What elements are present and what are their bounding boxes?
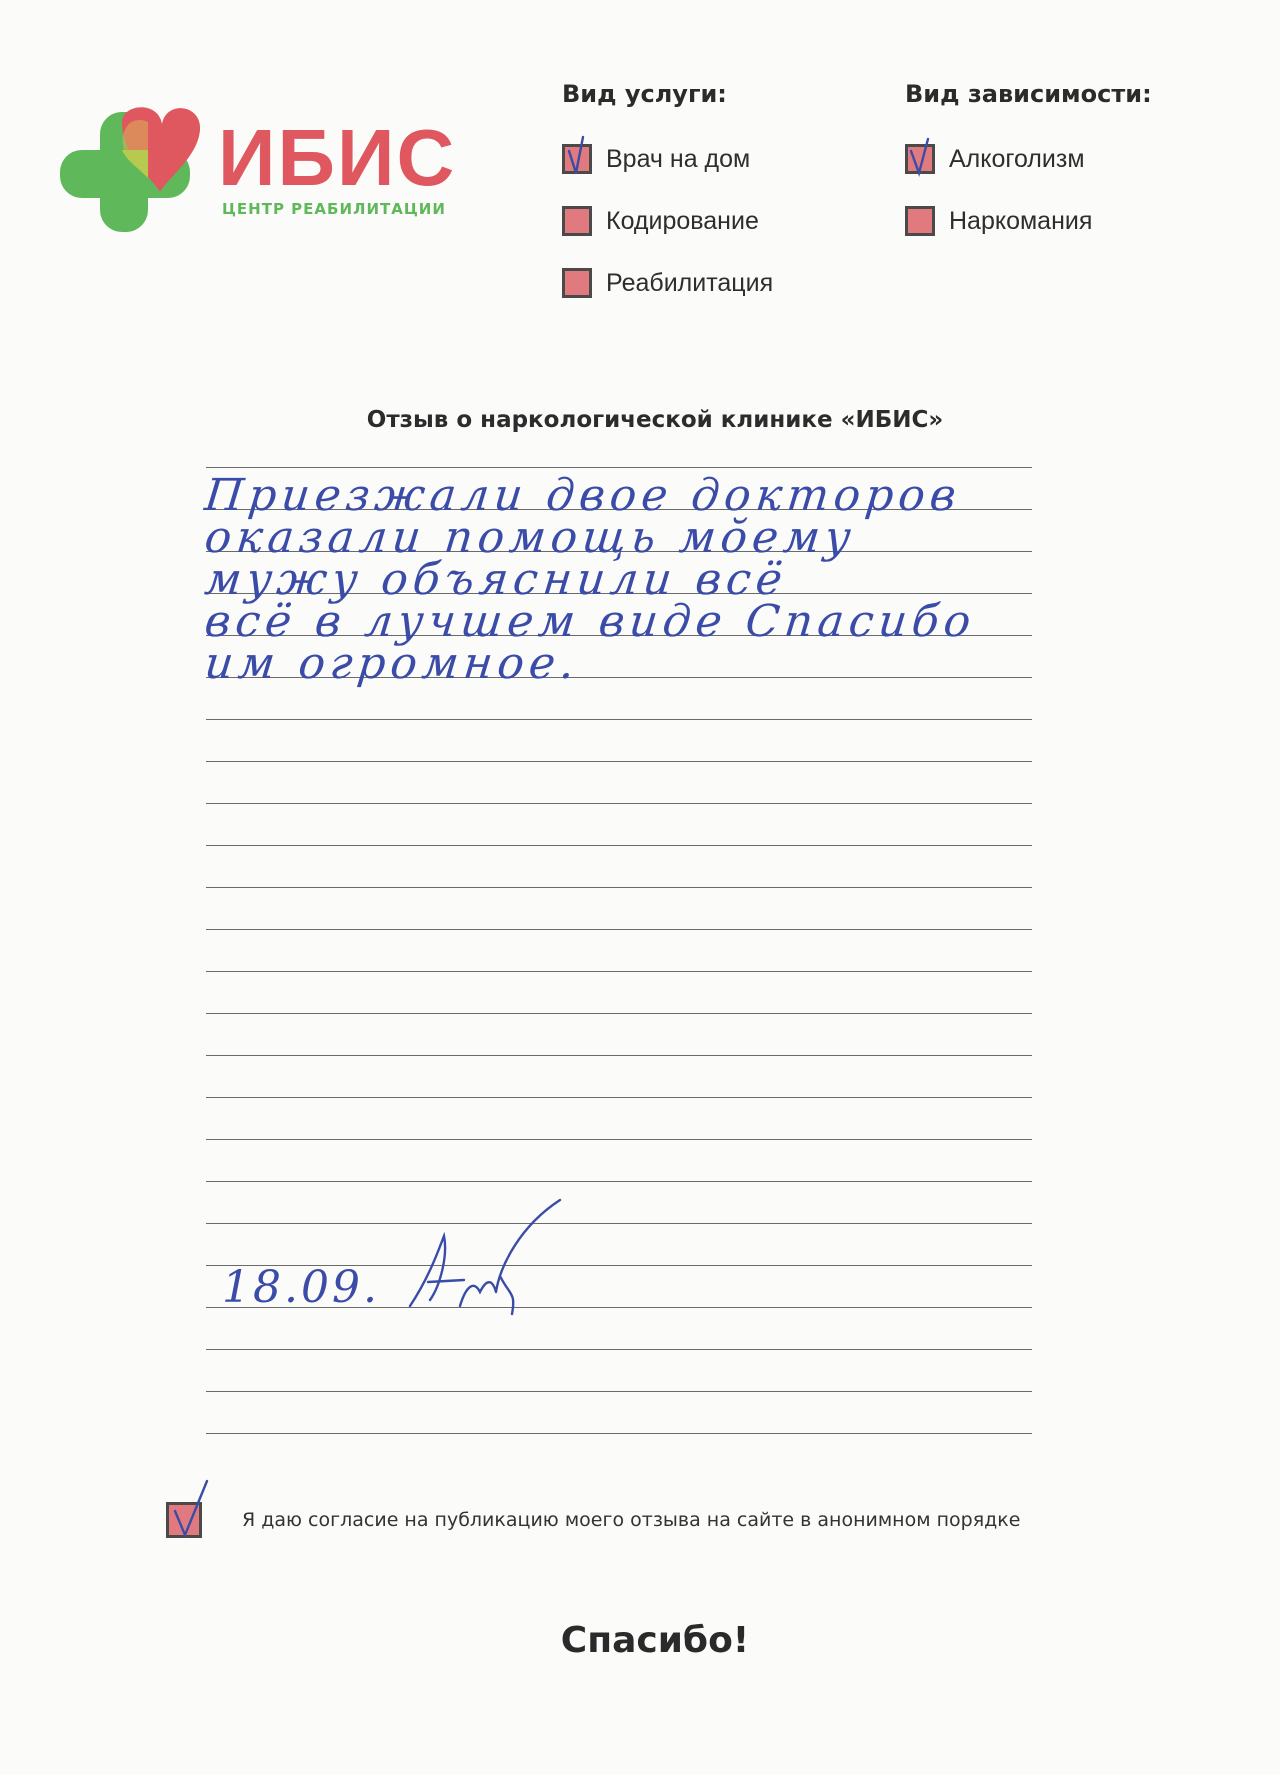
ruled-line [206, 1349, 1032, 1350]
ruled-lines [206, 0, 1032, 1440]
review-title: Отзыв о наркологической клинике «ИБИС» [366, 407, 944, 433]
consent-checkbox[interactable] [166, 1502, 202, 1538]
cross-heart-logo-icon [60, 100, 230, 240]
ruled-line [206, 1055, 1032, 1056]
ruled-line [206, 1097, 1032, 1098]
ruled-line [206, 971, 1032, 972]
ruled-line [206, 803, 1032, 804]
handwritten-line: им огромное. [202, 638, 582, 689]
ruled-line [206, 887, 1032, 888]
checkmark-icon [169, 1479, 209, 1539]
closing-thanks: Спасибо! [560, 1620, 750, 1661]
ruled-line [206, 845, 1032, 846]
ruled-line [206, 1013, 1032, 1014]
ruled-line [206, 719, 1032, 720]
handwritten-line: всё в лучшем виде Спасибо [202, 596, 979, 647]
consent-row [166, 1502, 1020, 1538]
ruled-line [206, 1181, 1032, 1182]
ruled-line [206, 1391, 1032, 1392]
handwritten-line: Приезжали двое докторов [202, 470, 964, 521]
option-label: Врач на дом [606, 144, 751, 173]
ruled-line [206, 929, 1032, 930]
ruled-line [206, 761, 1032, 762]
signature-icon [400, 1196, 570, 1316]
ruled-line [206, 467, 1032, 468]
handwritten-date: 18.09. [222, 1262, 380, 1313]
logo-wordmark: ИБИС [218, 113, 457, 202]
option-label: Кодирование [606, 206, 759, 235]
ruled-line [206, 1139, 1032, 1140]
handwritten-line: оказали помощь мо̆ему [202, 512, 859, 563]
consent-text: Я даю согласие на публикацию моего отзыва на сайте в анонимном порядке [242, 1509, 1021, 1531]
option-label: Реабилитация [606, 268, 774, 297]
option-label: Алкоголизм [949, 144, 1085, 173]
ruled-line [206, 1433, 1032, 1434]
service-type-title: Вид услуги: [562, 80, 727, 108]
option-label: Наркомания [949, 206, 1093, 235]
logo-subtitle: ЦЕНТР РЕАБИЛИТАЦИИ [222, 200, 446, 218]
handwritten-line: мужу объяснили всё [202, 554, 790, 605]
ruled-line [206, 1223, 1032, 1224]
dependency-type-title: Вид зависимости: [905, 80, 1152, 108]
